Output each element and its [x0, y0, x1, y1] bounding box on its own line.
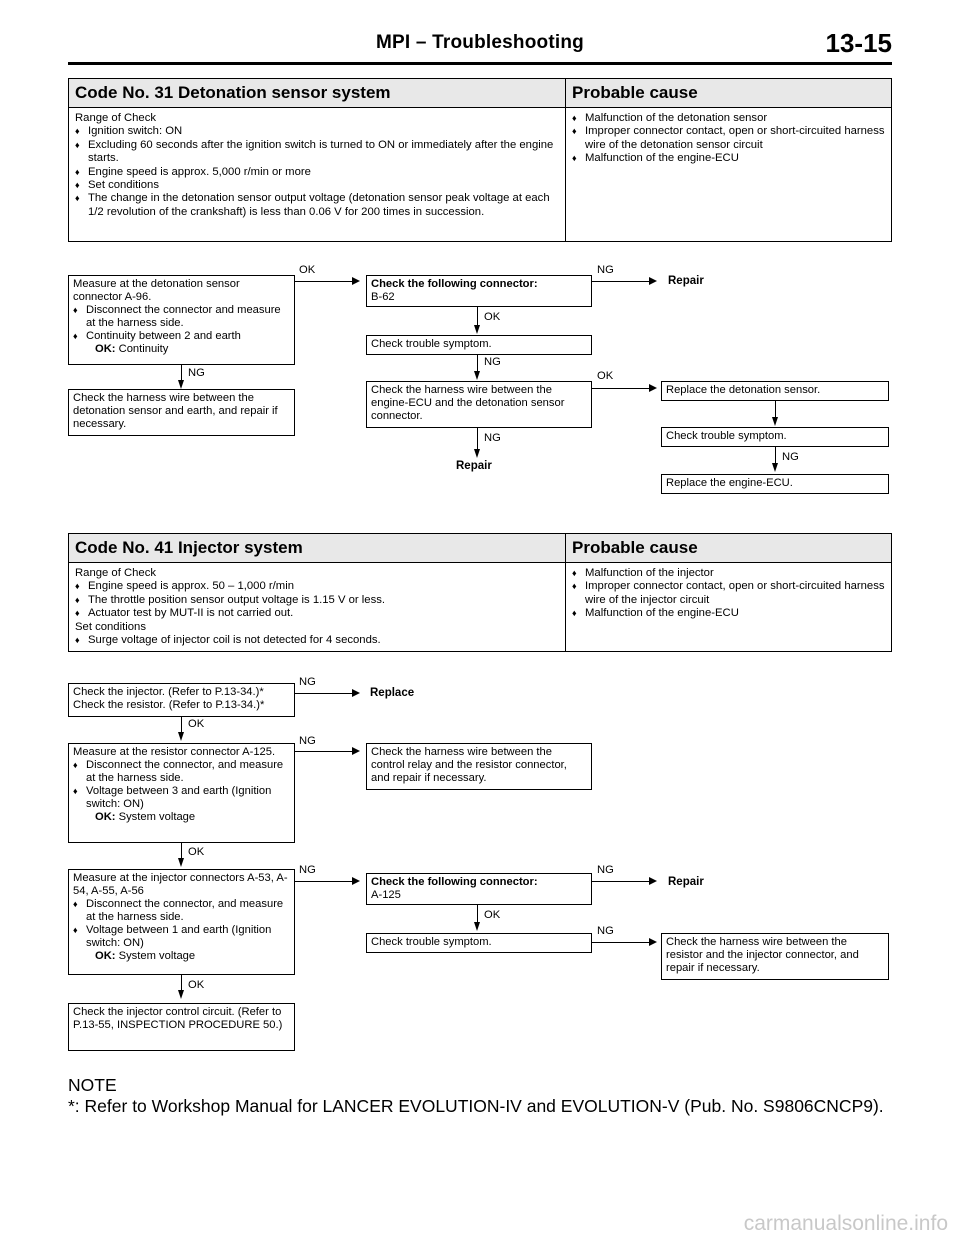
c41-line-1 — [295, 693, 352, 694]
page-title: MPI – Troubleshooting — [376, 32, 584, 53]
c41-replace: Replace — [370, 687, 415, 699]
c41-check-injector-box — [68, 683, 295, 717]
code41-cause-1: ♦ Improper connector contact, open or short-circuited harness wire of the injector circuit — [572, 580, 885, 607]
c31-check-trouble-text: Check trouble symptom. — [371, 338, 492, 350]
c41-repair: Repair — [668, 876, 704, 888]
c41-check-trouble-box — [366, 933, 592, 953]
c41-mi-ok-value: System voltage — [118, 950, 196, 962]
code41-set-title: Set conditions — [75, 620, 146, 633]
c41-measure-injector-box — [68, 869, 295, 975]
c31-line-1 — [295, 281, 352, 282]
c31-check-trouble2-box — [661, 427, 889, 447]
c41-mr-ok-value: System voltage — [118, 811, 196, 823]
c41-mr-bullet2: ♦ Voltage between 3 and earth (Ignition switch: ON) — [73, 785, 290, 811]
code31-check-0: ♦ Ignition switch: ON — [75, 125, 559, 138]
c31-harness-ecu-text: Check the harness wire between the engine-ECU and the detonation sensor connector. — [371, 384, 565, 422]
c41-harness-relay-text: Check the harness wire between the control relay and the resistor connector, and repair if necessary. — [371, 746, 567, 784]
c31-arrow-1 — [352, 277, 360, 285]
c41-arrow-3 — [352, 877, 360, 885]
code31-cause-2: ♦ Malfunction of the engine-ECU — [572, 152, 885, 165]
c41-arrow-d1 — [178, 732, 184, 741]
code31-cause-title: Probable cause — [566, 79, 892, 108]
c31-arrow-3 — [649, 384, 657, 392]
c31-harness-earth-text: Check the harness wire between the detonation sensor and earth, and repair if necessary. — [73, 392, 278, 430]
c41-arrow-d3 — [474, 922, 480, 931]
c31-ng-label-5: NG — [782, 451, 799, 463]
c41-measure-inj-text: Measure at the injector connectors A-53, A-54, A-55, A-56 — [73, 872, 288, 897]
c41-mi-ok-prefix: OK: — [95, 950, 116, 962]
c31-measure-box — [68, 275, 295, 365]
c31-harness-earth-box — [68, 389, 295, 436]
c31-ng-label-1: NG — [597, 264, 614, 276]
code41-cause-2: ♦ Malfunction of the engine-ECU — [572, 607, 885, 620]
c41-ng-label-4: NG — [597, 864, 614, 876]
c31-harness-ecu-box — [366, 381, 592, 428]
c41-measure-resistor-box — [68, 743, 295, 843]
code41-check-2: ♦ Actuator test by MUT-II is not carried out. — [75, 607, 559, 620]
c41-measure-resistor-text: Measure at the resistor connector A-125. — [73, 746, 276, 758]
c41-harness-resistor-text: Check the harness wire between the resistor and the injector connector, and repair if necessary. — [666, 936, 859, 974]
code31-range-title: Range of Check — [75, 112, 157, 124]
c31-measure-bullet1: ♦ Disconnect the connector and measure at the harness side. — [73, 304, 290, 330]
c31-arrow-d4 — [474, 449, 480, 458]
c31-check-trouble2-text: Check trouble symptom. — [666, 430, 787, 442]
c31-ng-label-3: NG — [188, 367, 205, 379]
code31-cause-1: ♦ Improper connector contact, open or short-circuited harness wire of the detonation sensor circuit — [572, 125, 885, 152]
code41-table — [68, 533, 892, 652]
c41-check-conn-box — [366, 873, 592, 905]
c41-arrow-2 — [352, 747, 360, 755]
c41-ok-label-4: OK — [188, 979, 205, 991]
code31-check-4: ♦ The change in the detonation sensor output voltage (detonation sensor peak voltage at each 1/2 revolution of the crankshaft) is less than 0.06 V for 200 times in succession. — [75, 192, 559, 219]
code41-check-1: ♦ The throttle position sensor output voltage is 1.15 V or less. — [75, 594, 559, 607]
code31-check-2: ♦ Engine speed is approx. 5,000 r/min or more — [75, 166, 559, 179]
c41-check-resistor-text: Check the resistor. (Refer to P.13-34.)* — [73, 699, 265, 711]
c31-ng-label-4: NG — [484, 432, 501, 444]
c31-vline-4 — [477, 428, 478, 451]
c31-replace-sensor-text: Replace the detonation sensor. — [666, 384, 821, 396]
c41-mi-bullet2: ♦ Voltage between 1 and earth (Ignition switch: ON) — [73, 924, 290, 950]
c31-check-trouble-box — [366, 335, 592, 355]
c41-control-circuit-box — [68, 1003, 295, 1051]
c41-arrow-1 — [352, 689, 360, 697]
c41-mr-bullet1: ♦ Disconnect the connector, and measure at the harness side. — [73, 759, 290, 785]
note-text: *: Refer to Workshop Manual for LANCER EVOLUTION-IV and EVOLUTION-V (Pub. No. S9806CNCP9). — [68, 1096, 884, 1116]
header-rule — [68, 62, 892, 65]
c31-repair-2: Repair — [456, 460, 492, 472]
c41-check-conn-title: Check the following connector: — [371, 876, 538, 888]
c31-arrow-2 — [649, 277, 657, 285]
c41-line-5 — [592, 942, 649, 943]
c31-arrow-d3 — [178, 380, 184, 389]
code31-check-3: ♦ Set conditions — [75, 179, 559, 192]
c31-ok-value: Continuity — [118, 343, 169, 355]
c41-mr-ok-prefix: OK: — [95, 811, 116, 823]
c31-check-conn-value: B-62 — [371, 291, 395, 303]
code31-check-1: ♦ Excluding 60 seconds after the ignition switch is turned to ON or immediately after the engine starts. — [75, 139, 559, 166]
c41-line-2 — [295, 751, 352, 752]
c41-ng-label-3: NG — [299, 864, 316, 876]
c31-measure-bullet2: ♦ Continuity between 2 and earth — [73, 330, 290, 343]
c41-line-3 — [295, 881, 352, 882]
code41-cause-0: ♦ Malfunction of the injector — [572, 567, 885, 580]
c41-arrow-d2 — [178, 858, 184, 867]
c31-check-conn-title: Check the following connector: — [371, 278, 538, 290]
c41-ok-label-2: OK — [188, 846, 205, 858]
c41-arrow-d4 — [178, 990, 184, 999]
c41-control-circuit-text: Check the injector control circuit. (Refer to P.13-55, INSPECTION PROCEDURE 50.) — [73, 1006, 283, 1031]
code41-check-0: ♦ Engine speed is approx. 50 – 1,000 r/min — [75, 580, 559, 593]
c31-ok-label-1: OK — [299, 264, 316, 276]
c31-arrow-d6 — [772, 463, 778, 472]
code41-set-0: ♦ Surge voltage of injector coil is not detected for 4 seconds. — [75, 634, 559, 647]
note-title: NOTE — [68, 1075, 117, 1095]
c31-replace-ecu-text: Replace the engine-ECU. — [666, 477, 793, 489]
c41-arrow-5 — [649, 938, 657, 946]
c31-line-3 — [592, 388, 649, 389]
code31-title: Code No. 31 Detonation sensor system — [69, 79, 566, 108]
c31-replace-ecu-box — [661, 474, 889, 494]
c41-harness-relay-box — [366, 743, 592, 790]
c31-arrow-d2 — [474, 371, 480, 380]
c31-measure-text: Measure at the detonation sensor connector A-96. — [73, 278, 240, 303]
page-number: 13-15 — [825, 28, 892, 58]
c41-ng-label-5: NG — [597, 925, 614, 937]
c41-check-injector-text: Check the injector. (Refer to P.13-34.)* — [73, 686, 264, 698]
c31-arrow-d5 — [772, 417, 778, 426]
c31-repair-1: Repair — [668, 275, 704, 287]
c31-check-conn-box — [366, 275, 592, 307]
c41-ng-label-1: NG — [299, 676, 316, 688]
c41-ok-label-3: OK — [484, 909, 501, 921]
c41-check-trouble-text: Check trouble symptom. — [371, 936, 492, 948]
c31-arrow-d1 — [474, 325, 480, 334]
code41-range-title: Range of Check — [75, 567, 157, 579]
c31-ok-label-3: OK — [597, 370, 614, 382]
code41-cause-title: Probable cause — [566, 534, 892, 563]
c31-ng-label-2: NG — [484, 356, 501, 368]
c31-replace-sensor-box — [661, 381, 889, 401]
c41-line-4 — [592, 881, 649, 882]
c31-ok-prefix: OK: — [95, 343, 116, 355]
code31-cause-0: ♦ Malfunction of the detonation sensor — [572, 112, 885, 125]
code31-table — [68, 78, 892, 242]
c31-ok-label-2: OK — [484, 311, 501, 323]
c41-arrow-4 — [649, 877, 657, 885]
c41-ok-label-1: OK — [188, 718, 205, 730]
c41-check-conn-value: A-125 — [371, 889, 401, 901]
code41-title: Code No. 41 Injector system — [69, 534, 566, 563]
c41-mi-bullet1: ♦ Disconnect the connector, and measure at the harness side. — [73, 898, 290, 924]
watermark: carmanualsonline.info — [743, 1212, 948, 1235]
c41-harness-resistor-box — [661, 933, 889, 980]
c31-line-2 — [592, 281, 649, 282]
c31-vline-1 — [477, 307, 478, 327]
c41-ng-label-2: NG — [299, 735, 316, 747]
